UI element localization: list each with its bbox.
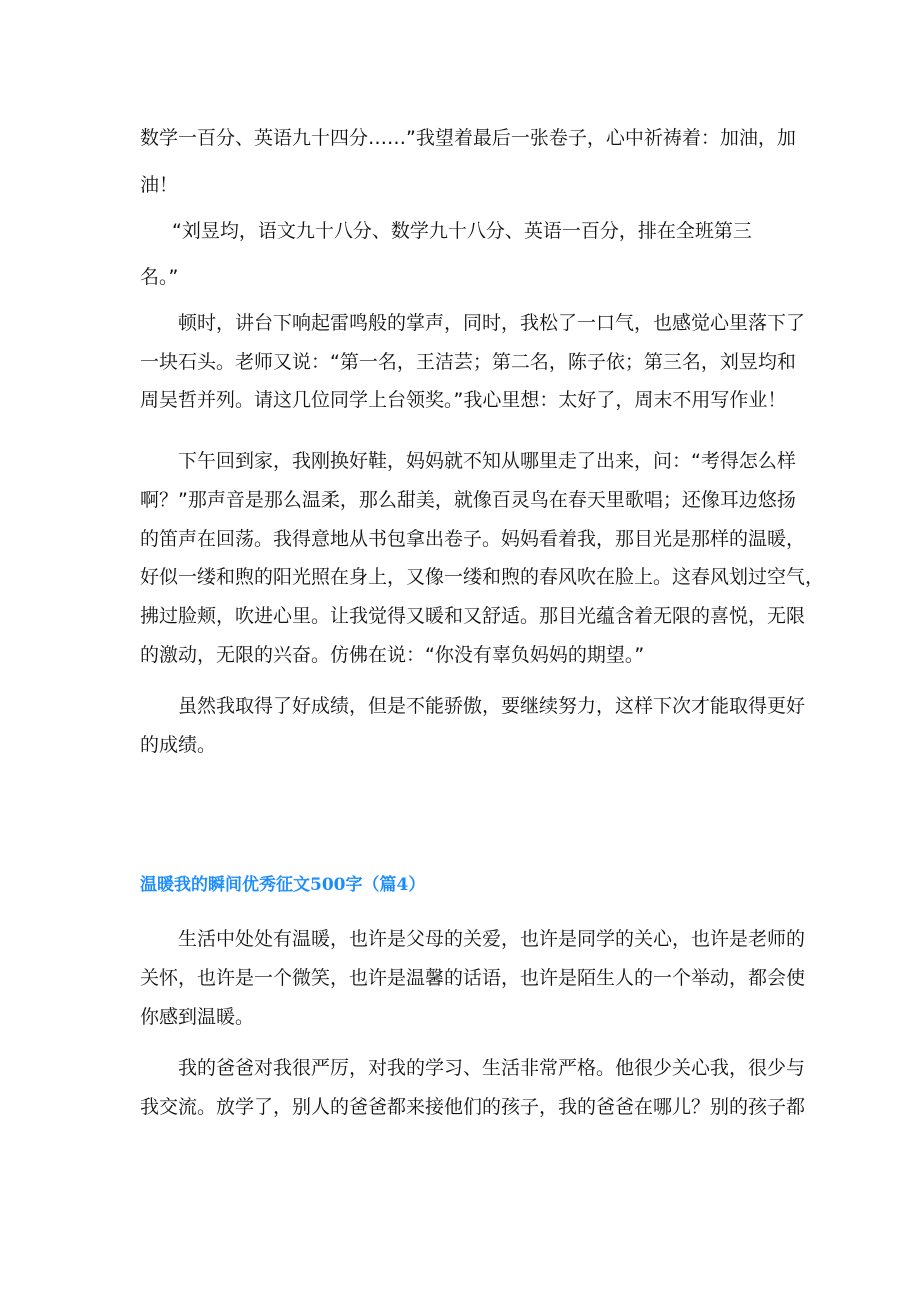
- text-line: 啊？”那声音是那么温柔，那么甜美，就像百灵鸟在春天里歌唱；还像耳边悠扬: [140, 489, 796, 511]
- text-line: 我的爸爸对我很严厉，对我的学习、生活非常严格。他很少关心我，很少与: [178, 1057, 806, 1079]
- text-line: 顿时，讲台下响起雷鸣般的掌声，同时，我松了一口气，也感觉心里落下了: [178, 312, 806, 334]
- text-line: 的激动，无限的兴奋。仿佛在说：“你没有辜负妈妈的期望。”: [140, 644, 645, 666]
- text-line: 的笛声在回荡。我得意地从书包拿出卷子。妈妈看着我，那目光是那样的温暖，: [140, 528, 806, 550]
- text-line: 一块石头。老师又说：“第一名，王洁芸；第二名，陈子依；第三名，刘昱均和: [140, 351, 796, 373]
- text-line: 名。”: [140, 266, 179, 288]
- text-line: 油！: [140, 174, 179, 196]
- text-line: 我交流。放学了，别人的爸爸都来接他们的孩子，我的爸爸在哪儿？别的孩子都: [140, 1096, 806, 1118]
- section-heading: 温暖我的瞬间优秀征文500字（篇4）: [140, 875, 426, 895]
- text-line: 数学一百分、英语九十四分……”我望着最后一张卷子，心中祈祷着：加油，加: [140, 127, 796, 149]
- text-line: 虽然我取得了好成绩，但是不能骄傲，要继续努力，这样下次才能取得更好: [178, 695, 806, 717]
- text-line: 好似一缕和煦的阳光照在身上，又像一缕和煦的春风吹在脸上。这春风划过空气，: [140, 566, 825, 588]
- text-line: 关怀，也许是一个微笑，也许是温馨的话语，也许是陌生人的一个举动，都会使: [140, 967, 806, 989]
- text-line: “刘昱均，语文九十八分、数学九十八分、英语一百分，排在全班第三: [172, 220, 752, 242]
- text-line: 生活中处处有温暖，也许是父母的关爱，也许是同学的关心，也许是老师的: [178, 928, 806, 950]
- text-line: 周吴哲并列。请这几位同学上台领奖。”我心里想：太好了，周末不用写作业！: [140, 389, 787, 411]
- text-line: 的成绩。: [140, 734, 217, 756]
- text-line: 下午回到家，我刚换好鞋，妈妈就不知从哪里走了出来，问：“考得怎么样: [178, 450, 796, 472]
- text-line: 拂过脸颊，吹进心里。让我觉得又暖和又舒适。那目光蕴含着无限的喜悦，无限: [140, 605, 806, 627]
- text-line: 你感到温暖。: [140, 1006, 255, 1028]
